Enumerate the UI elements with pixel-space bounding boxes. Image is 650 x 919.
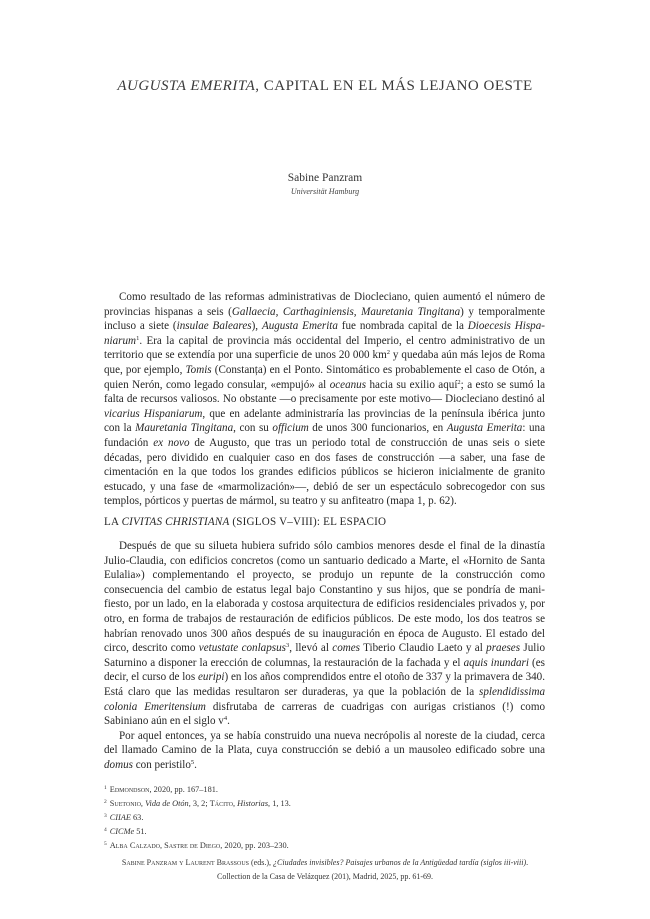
footnote-ref[interactable]: 5 [190,758,195,766]
chapter-title [0,78,650,95]
page-footer [0,856,650,884]
footnote-ref[interactable]: 3 [285,642,290,650]
footnote-item: $^3$ CIIAE 63. [104,813,144,823]
footer-citation: Sabine Panzram y Laurent Brassous (eds.), ¿Ciudades invisibles? Paisajes urbanos de la Antigüedad tardía (siglos iii-viii). [121,858,529,867]
footer-publication: Collection de la Casa de Velázquez (201), Madrid, 2025, pp. 61-69. [216,872,434,881]
footnote-item: $^5$ Alba Calzado, Sastre de Diego, 2020, pp. 203–230. [104,841,289,851]
footnote-item: $^2$ Suetonio, Vida de Otón, 3, 2; Tácito, Historias, 1, 13. [104,799,291,809]
author-affiliation: Universität Hamburg [290,187,360,196]
paragraph-necropolis: Por aquel entonces, ya se había construido una nueva necrópolis al noreste de la ciudad, cerca del llamado Camino de la Plata, cuya construcción se debió a un mausoleo edificado sobre una domus con peristilo$^5$. [104,729,545,771]
chapter-title-italic: AUGUSTA EMERITA [117,78,256,94]
superscript: 2 [386,349,390,357]
chapter-title-rest: , CAPITAL EN EL MÁS LEJANO OESTE [255,78,533,94]
footnote-item: $^1$ Edmondson, 2020, pp. 167–181. [104,785,218,794]
footnote-ref[interactable]: 1 [136,334,140,342]
footnote-ref[interactable]: 2 [457,378,461,386]
paragraph-intro: Como resultado de las reformas administrativas de Diocleciano, quien aumentó el número de provincias hispanas a seis (Gallaecia, Carthaginiensis, Mauretania Tingitana) y temporalmente incluso a siete (insulae Baleares), Augusta Emerita fue nombrada capital de la Dioecesis Hispaniarum$^1$. Era la capital de provincia más occidental del Imperio, el centro administrativo de un territorio que se extendía por una superficie de unos 20 000 $km^2$ y quedaba aún más lejos de Roma que, por ejemplo, Tomis (Constanța) en el Ponto. Sintomático es probablemente el caso de Otón, a quien Nerón, como legado consular, «empujó» al oceanus hacia su exilio aquí$^2$; a esto se sumó la falta de recursos valiosos. No obstante —o precisamente por este motivo— Diocleciano destinó al vicarius Hispaniarum, que en adelante administraría las provincias de la península ibérica junto con la Mauretania Tingitana, con su officium de unos 300 funcionarios, en Augusta Emerita: una fundación ex novo de Augusto, que tras un periodo total de construcción de unas seis o siete décadas, pero dividido en cualquier caso en dos fases de construcción —a saber, una fase de cimentación en la que todos los grandes edificios públicos se hicieron inicialmente de granito estucado, y una fase de «marmolización»—, debió de ser un espectáculo sobrecogedor con sus templos, pórticos y puertas de mármol, su teatro y su anfiteatro (mapa 1, p. 62). [104,291,546,508]
paragraph-space: Después de que su silueta hubiera sufrido sólo cambios menores desde el final de la dinastía Julio-Claudia, con edificios concretos (como un santuario dedicado a Marte, el «Hornito de Santa Eulalia») complementando el proyecto, se produjo un repunte de la construcción como consecuencia del cambio de estatus legal bajo Constantino y sus hijos, que se pondría de manifiesto, por un lado, en la elaborada y costosa arquitectura de edificios residenciales privados y, por otro, en forma de trabajos de restauración de edificios públicos. De este modo, los dos teatros se habrían renovado unos 300 años después de su inauguración en época de Augusto. El estado del circo, descrito como vetustate conlapsus$^3$, llevó al comes Tiberio Claudio Laeto y al praeses Julio Saturnino a disponer la erección de columnas, la restauración de la fachada y el aquis inundari (es decir, el curso de los euripi) en los años comprendidos entre el otoño de 337 y la primavera de 340. Está claro que las medidas resultaron ser duraderas, ya que la población de la splendidissima colonia Emeritensium disfrutaba de carreras de cuadrigas con aurigas cristianos (!) como Sabiniano aún en el siglo $v^4$. [104,540,546,728]
section-body [104,539,545,773]
footnote-item: $^4$ CICMe 51. [104,827,147,837]
intro-section [104,290,545,509]
footnotes [104,783,545,853]
section-heading: LA CIVITAS CHRISTIANA (SIGLOS V–VIII): EL ESPACIO [104,516,387,528]
author-name: Sabine Panzram [287,172,363,184]
footnote-ref[interactable]: 4 [223,715,228,723]
